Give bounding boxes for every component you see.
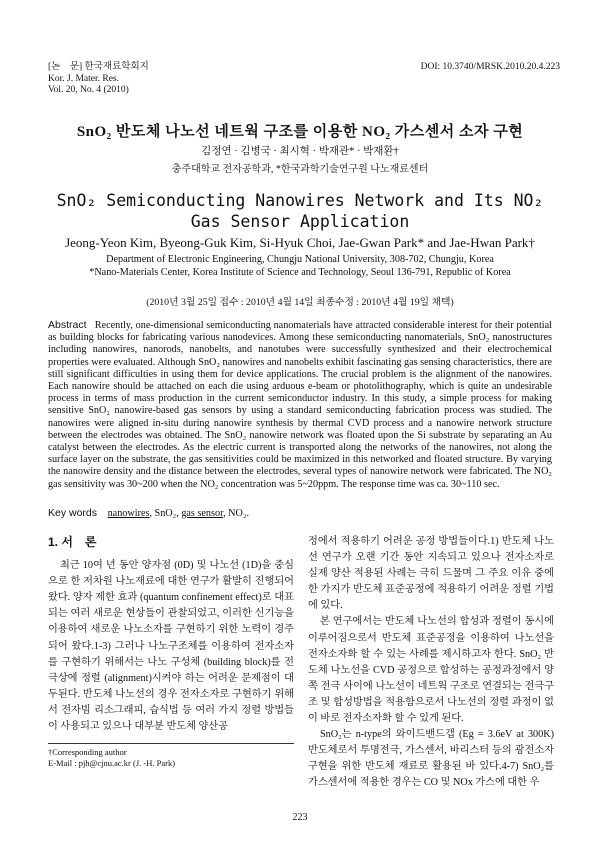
keyword-item: NO₂ bbox=[228, 508, 247, 519]
corresponding-author-note: †Corresponding author bbox=[48, 747, 127, 757]
keyword-item: gas sensor bbox=[181, 508, 224, 519]
body-column-right bbox=[308, 534, 554, 792]
journal-header bbox=[48, 62, 149, 97]
affiliation-english-2: *Nano-Materials Center, Korea Institute of Science and Technology, Seoul 136-791, Republic of Korea bbox=[89, 267, 511, 278]
affiliation-korean: 충주대학교 전자공학과, *한국과학기술연구원 나노재료센터 bbox=[171, 164, 429, 175]
title-english-line-2: Gas Sensor Application bbox=[190, 212, 410, 231]
journal-volume: Vol. 20, No. 4 (2010) bbox=[48, 85, 129, 95]
affiliation-english-1: Department of Electronic Engineering, Chungju National University, 308-702, Chungju, Korea bbox=[106, 254, 494, 265]
keyword-item: nanowires bbox=[107, 508, 150, 519]
keywords: Key words nanowires, SnO₂, gas sensor, NO₂. bbox=[48, 507, 249, 519]
abstract-text: Recently, one-dimensional semiconducting nanomaterials have attracted considerable interest for their potential as building blocks for fabricating various nanodevices. Among these semiconducting nanomaterials, SnO₂ nanostructures including nanowires, nanorods, nanobelts, and nanotubes were successfully synthesized and their electrochemical properties were evaluated. Although SnO₂ nanowires and nanobelts exhibit fascinating gas sensing characteristics, there are still significant difficulties in using them for device applications. The crucial problem is the alignment of the nanowires. Each nanowire should be attached on each die using arduous e-beam or photolithography, which is quite an undesirable process in terms of mass production in the current semiconductor industry. In this study, a simple process for making sensitive SnO₂ nanowire-based gas sensors by using a standard semiconducting fabrication process was studied. The nanowires were aligned in-situ during nanowire synthesis by thermal CVD process and a nanowire network structure between the electrodes was obtained. The SnO₂ nanowire network was floated upon the Si substrate by separating an Au catalyst between the electrodes. As the electric current is transported along the networks of the nanowires, not along the surface layer on the substrate, the gas sensitivities could be maximized in this networked and floated structure. By varying the nanowire density and the distance between the electrodes, several types of nanowire network were fabricated. The NO₂ gas sensitivity was 30~200 when the NO₂ concentration was 5~20ppm. The response time was ca. 30~110 sec. bbox=[48, 320, 552, 490]
abstract-label: Abstract bbox=[48, 319, 87, 331]
title-english-line-1: SnO₂ Semiconducting Nanowires Network and Its NO₂ bbox=[56, 191, 544, 210]
submission-dates: (2010년 3월 25일 접수 : 2010년 4월 14일 최종수정 : 2010년 4월 19일 채택) bbox=[146, 297, 454, 308]
keywords-label: Key words bbox=[48, 507, 98, 519]
title-korean: SnO₂ 반도체 나노선 네트웍 구조를 이용한 NO₂ 가스센서 소자 구현 bbox=[76, 124, 524, 140]
affiliation-english bbox=[0, 253, 600, 279]
journal-name-kr: [논 문] 한국재료학회지 bbox=[48, 62, 149, 72]
body-paragraph: SnO₂는 n-type의 와이드밴드갭 (Eg = 3.6eV at 300K) 반도체로서 투명전극, 가스센서, 바리스터 등의 광전소자 구현을 위한 반도체 재료로 활용된 바 있다.4-7) SnO₂를 가스센서에 적용한 경우는 CO 및 NOx 가스에 대한 우 bbox=[308, 729, 554, 789]
page-number: 223 bbox=[292, 812, 308, 823]
keyword-item: SnO₂ bbox=[154, 508, 177, 519]
authors-korean: 김정연 · 김병국 · 최시혁 · 박재관* · 박재환† bbox=[201, 146, 399, 157]
title-english bbox=[0, 190, 600, 232]
footnote bbox=[48, 743, 294, 769]
body-paragraph: 본 연구에서는 반도체 나노선의 합성과 정렬이 동시에 이루어짐으로서 반도체 표준공정을 이용하여 나노선을 전자소자화 할 수 있는 사례를 제시하고자 한다. SnO₂ 반도체 나노선을 CVD 공정으로 합성하는 공정과정에서 양쪽 전극 사이에 나노선이 네트웍 구조로 연결되는 전극구조 및 합성방법을 적용함으로서 나노선의 정렬 과정이 없이 바로 전자소자화 할 수 있게 된다. bbox=[308, 616, 554, 725]
body-paragraph: 정에서 적용하기 어려운 공정 방법들이다.1) 반도체 나노선 연구가 오랜 기간 동안 지속되고 있으나 전자소자로 실제 양산 적용된 사례는 극히 드물며 그 주요 이유 중에 한 가지가 반도체 표준공정에 적용하기 어려운 정렬 기법에 있다. bbox=[308, 536, 554, 612]
body-paragraph: 최근 10여 년 동안 양자점 (0D) 및 나노선 (1D)을 중심으로 한 저차원 나노재료에 대한 연구가 활발히 진행되어 왔다. 양자 제한 효과 (quantum confinement effect)로 대표되는 여러 새로운 현상들이 관찰되었고, 이러한 신기능을 이용하여 새로운 나노소자를 구현하기 위한 노력이 경주되어 왔다.1-3) 그러나 나노구조체를 이용하여 전자소자를 구현하기 위해서는 나노 구성체 (building block)를 전극상에 정렬 (alignment)시켜야 하는 어려운 문제점이 대두된다. 반도체 나노선의 경우 전자소자로 구현하기 위해서 전자빔 리소그래피, 습식법 등 여러 가지 정렬 방법들이 사용되고 있으나 대부분 반도체 양산공 bbox=[48, 560, 294, 733]
author-email: E-Mail : pjh@cjnu.ac.kr (J. -H. Park) bbox=[48, 758, 176, 768]
body-column-left bbox=[48, 534, 294, 735]
journal-name-en: Kor. J. Mater. Res. bbox=[48, 73, 119, 84]
doi: DOI: 10.3740/MRSK.2010.20.4.223 bbox=[420, 62, 560, 72]
section-heading: 1. 서 론 bbox=[48, 535, 97, 549]
authors-english: Jeong-Yeon Kim, Byeong-Guk Kim, Si-Hyuk Choi, Jae-Gwan Park* and Jae-Hwan Park† bbox=[65, 235, 535, 250]
abstract bbox=[48, 319, 552, 491]
